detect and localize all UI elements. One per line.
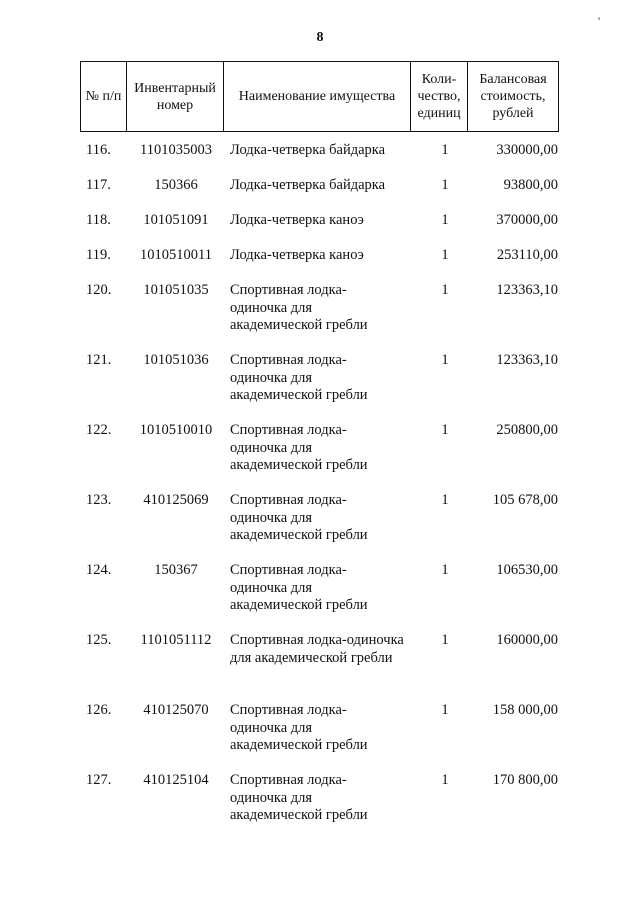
row-cost: 253110,00 <box>496 247 558 263</box>
row-name: Лодка-четверка каноэ <box>230 247 364 263</box>
row-qty: 1 <box>441 177 449 193</box>
header-name <box>224 62 411 132</box>
table-row <box>0 562 640 632</box>
header-num <box>81 62 127 132</box>
row-number: 125. <box>86 632 112 648</box>
row-inventory: 101051091 <box>143 212 209 228</box>
row-name: Спортивная лодка-одиночка для академической гребли <box>230 492 368 543</box>
row-name: Спортивная лодка-одиночка для академической гребли <box>230 772 368 823</box>
row-number: 121. <box>86 352 112 368</box>
row-qty: 1 <box>441 212 449 228</box>
row-inventory: 150366 <box>154 177 198 193</box>
row-name: Спортивная лодка-одиночка для академической гребли <box>230 702 368 753</box>
row-inventory: 150367 <box>154 562 198 578</box>
row-inventory: 1101035003 <box>140 142 212 158</box>
row-qty: 1 <box>441 282 449 298</box>
row-number: 120. <box>86 282 112 298</box>
row-number: 126. <box>86 702 112 718</box>
row-cost: 123363,10 <box>496 282 558 298</box>
table-row <box>0 282 640 352</box>
header-num-label: № п/п <box>85 89 122 104</box>
table-row <box>0 702 640 772</box>
row-name: Лодка-четверка байдарка <box>230 142 386 158</box>
row-inventory: 1010510011 <box>140 247 212 263</box>
header-qty-label: Коли-чество, единиц <box>417 72 461 121</box>
row-qty: 1 <box>441 772 449 788</box>
row-qty: 1 <box>441 247 449 263</box>
table-row <box>0 492 640 562</box>
row-inventory: 410125104 <box>143 772 209 788</box>
table-body <box>0 142 640 842</box>
row-cost: 330000,00 <box>496 142 558 158</box>
row-cost: 370000,00 <box>496 212 558 228</box>
table-row <box>0 142 640 177</box>
row-qty: 1 <box>441 562 449 578</box>
table-row <box>0 632 640 702</box>
row-name: Спортивная лодка-одиночка для академической гребли <box>230 632 404 666</box>
row-inventory: 410125070 <box>143 702 209 718</box>
table-row <box>0 352 640 422</box>
row-name: Спортивная лодка-одиночка для академической гребли <box>230 562 368 613</box>
row-qty: 1 <box>441 352 449 368</box>
row-name: Спортивная лодка-одиночка для академической гребли <box>230 282 368 333</box>
table-row <box>0 247 640 282</box>
row-cost: 170 800,00 <box>492 772 558 788</box>
row-inventory: 101051036 <box>143 352 209 368</box>
row-qty: 1 <box>441 702 449 718</box>
row-inventory: 1010510010 <box>139 422 213 438</box>
page-number: 8 <box>316 30 324 45</box>
row-number: 122. <box>86 422 112 438</box>
row-qty: 1 <box>441 492 449 508</box>
scan-mark: ' <box>598 14 601 28</box>
row-number: 123. <box>86 492 112 508</box>
row-number: 118. <box>86 212 111 228</box>
header-cost <box>468 62 559 132</box>
row-cost: 93800,00 <box>503 177 558 193</box>
row-number: 124. <box>86 562 112 578</box>
row-inventory: 410125069 <box>143 492 209 508</box>
row-cost: 250800,00 <box>496 422 558 438</box>
table-row <box>0 177 640 212</box>
row-number: 127. <box>86 772 112 788</box>
table-row <box>0 772 640 842</box>
table-row <box>0 212 640 247</box>
header-cost-label: Балансовая стоимость, рублей <box>479 72 547 121</box>
row-inventory: 101051035 <box>143 282 209 298</box>
row-qty: 1 <box>441 422 449 438</box>
table-header <box>80 61 559 132</box>
table-row <box>0 422 640 492</box>
row-qty: 1 <box>441 632 449 648</box>
row-number: 116. <box>86 142 111 158</box>
row-cost: 123363,10 <box>496 352 558 368</box>
row-cost: 105 678,00 <box>492 492 558 508</box>
row-cost: 158 000,00 <box>492 702 558 718</box>
row-name: Лодка-четверка байдарка <box>230 177 386 193</box>
header-qty <box>411 62 468 132</box>
header-inventory-label: Инвентарный номер <box>134 80 216 113</box>
header-name-label: Наименование имущества <box>238 89 396 104</box>
row-number: 117. <box>86 177 111 193</box>
row-cost: 160000,00 <box>496 632 558 648</box>
row-inventory: 1101051112 <box>140 632 212 648</box>
row-cost: 106530,00 <box>496 562 558 578</box>
row-name: Спортивная лодка-одиночка для академической гребли <box>230 422 368 473</box>
row-qty: 1 <box>441 142 449 158</box>
header-inventory <box>127 62 224 132</box>
row-name: Спортивная лодка-одиночка для академической гребли <box>230 352 368 403</box>
row-name: Лодка-четверка каноэ <box>230 212 364 228</box>
row-number: 119. <box>86 247 111 263</box>
